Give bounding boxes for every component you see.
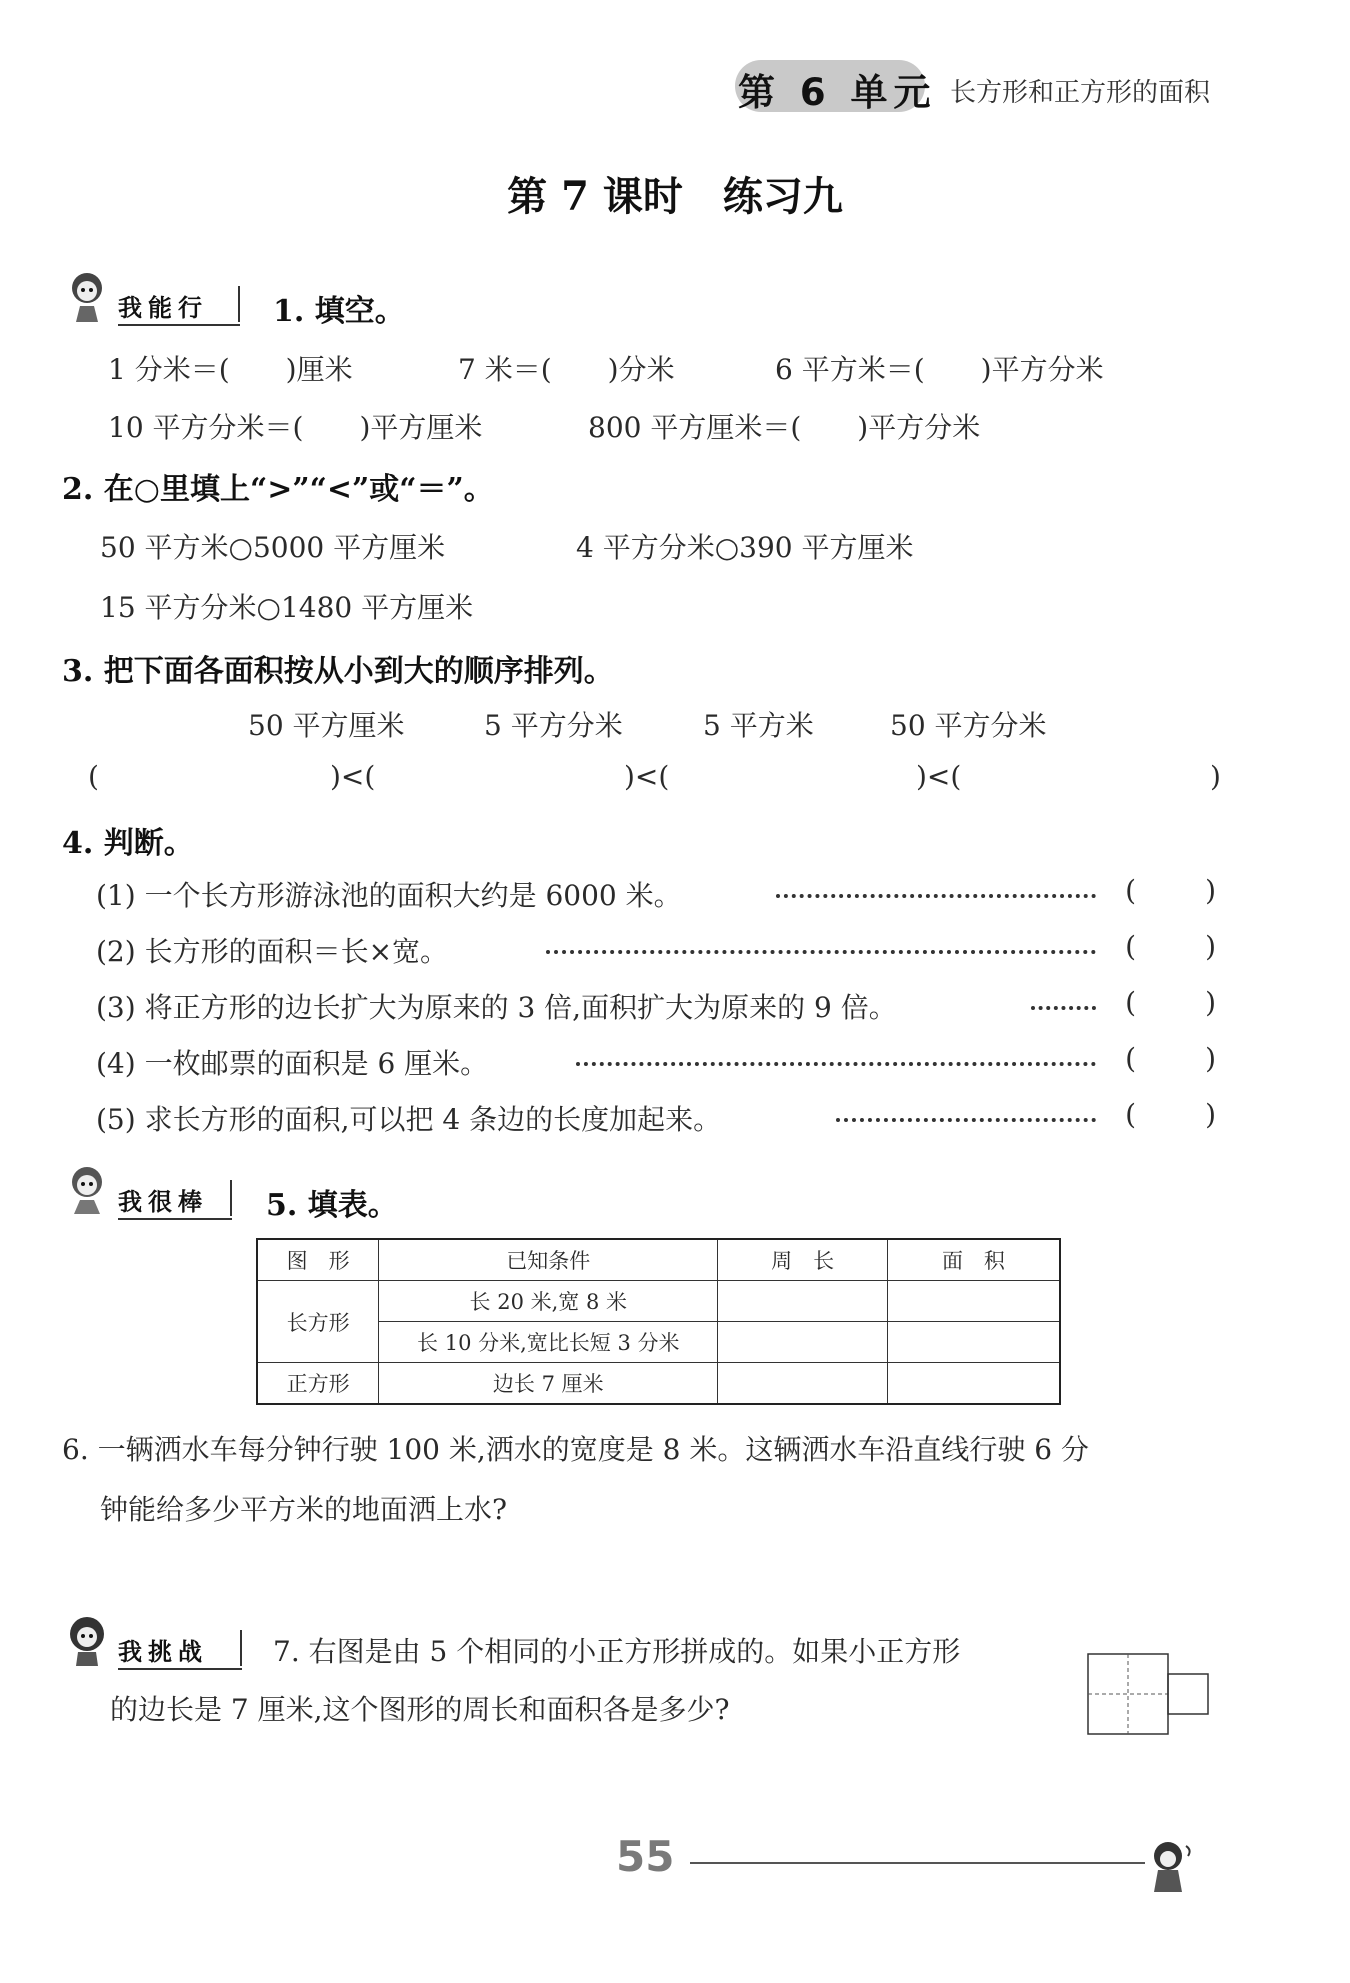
q3-item: 5 平方分米 <box>484 709 623 742</box>
lesson-title: 第 7 课时 练习九 <box>507 173 843 220</box>
unit-subtitle: 长方形和正方形的面积 <box>950 78 1211 108</box>
table-cell-area[interactable] <box>887 1363 1060 1405</box>
boy-mascot-icon <box>62 1612 112 1668</box>
judgment-row: (2) 长方形的面积＝长×宽。 ( ) <box>96 930 1216 968</box>
answer-blank[interactable]: ( <box>1125 874 1136 907</box>
q2-title: 2. 在○里填上“>”“<”或“＝”。 <box>62 472 494 507</box>
q3-blank: )<( <box>916 760 962 793</box>
q1-item: 10 平方分米＝( )平方厘米 <box>108 411 483 444</box>
q2-item: 50 平方米○5000 平方厘米 <box>100 531 446 564</box>
badge-label: 我挑战 <box>118 1638 208 1666</box>
answer-blank[interactable]: ( <box>1125 1042 1136 1075</box>
table-cell-perimeter[interactable] <box>718 1363 888 1405</box>
judgment-row: (3) 将正方形的边长扩大为原来的 3 倍,面积扩大为原来的 9 倍。 ( ) <box>96 986 1216 1024</box>
table-cell-condition: 长 10 分米,宽比长短 3 分米 <box>379 1322 718 1363</box>
q7-line2: 的边长是 7 厘米,这个图形的周长和面积各是多少? <box>110 1693 730 1726</box>
q2-item: 15 平方分米○1480 平方厘米 <box>100 591 474 624</box>
q3-blank: ( <box>88 760 99 793</box>
answer-blank[interactable]: ( <box>1125 986 1136 1019</box>
q3-blank: )<( <box>624 760 670 793</box>
table-cell-area[interactable] <box>887 1281 1060 1322</box>
table-header: 面 积 <box>887 1239 1060 1281</box>
q2-item: 4 平方分米○390 平方厘米 <box>576 531 914 564</box>
q3-blank: )<( <box>330 760 376 793</box>
table-cell-condition: 边长 7 厘米 <box>379 1363 718 1405</box>
page-number: 55 <box>616 1832 675 1881</box>
table-cell-condition: 长 20 米,宽 8 米 <box>379 1281 718 1322</box>
girl-mascot-icon <box>62 268 112 324</box>
q6-line2: 钟能给多少平方米的地面洒上水? <box>100 1493 508 1526</box>
table-header: 周 长 <box>718 1239 888 1281</box>
badge-label: 我能行 <box>118 294 208 322</box>
girl-mascot-icon <box>62 1162 112 1218</box>
table-cell-perimeter[interactable] <box>718 1322 888 1363</box>
q1-title: 1. 填空。 <box>273 294 405 329</box>
q1-item: 1 分米＝( )厘米 <box>108 353 353 386</box>
q1-item: 7 米＝( )分米 <box>458 353 675 386</box>
q1-item: 6 平方米＝( )平方分米 <box>775 353 1104 386</box>
q3-item: 5 平方米 <box>703 709 814 742</box>
badge-challenge <box>62 1626 242 1670</box>
badge-label: 我很棒 <box>118 1188 208 1216</box>
table-cell-shape: 正方形 <box>257 1363 379 1405</box>
judgment-row: (5) 求长方形的面积,可以把 4 条边的长度加起来。 ( ) <box>96 1098 1216 1136</box>
q7-line1: 7. 右图是由 5 个相同的小正方形拼成的。如果小正方形 <box>273 1635 961 1668</box>
judgment-row: (4) 一枚邮票的面积是 6 厘米。 ( ) <box>96 1042 1216 1080</box>
table-header: 图 形 <box>257 1239 379 1281</box>
badge-very-good <box>62 1176 232 1220</box>
q6-line1: 6. 一辆洒水车每分钟行驶 100 米,洒水的宽度是 8 米。这辆洒水车沿直线行驶 6 分 <box>62 1433 1089 1466</box>
answer-blank[interactable]: ( <box>1125 930 1136 963</box>
q3-item: 50 平方厘米 <box>248 709 405 742</box>
footer-rule <box>690 1862 1145 1864</box>
table-cell-perimeter[interactable] <box>718 1281 888 1322</box>
table-cell-shape: 长方形 <box>257 1281 379 1363</box>
q3-title: 3. 把下面各面积按从小到大的顺序排列。 <box>62 654 614 689</box>
fill-in-table <box>256 1238 1061 1405</box>
table-header: 已知条件 <box>379 1239 718 1281</box>
q3-item: 50 平方分米 <box>890 709 1047 742</box>
q3-blank: ) <box>1210 760 1221 793</box>
boy-mascot-icon <box>1140 1836 1200 1896</box>
answer-blank[interactable]: ( <box>1125 1098 1136 1131</box>
five-squares-figure <box>1086 1652 1214 1738</box>
q5-title: 5. 填表。 <box>266 1188 398 1223</box>
badge-can-do <box>62 282 240 326</box>
unit-title: 第 6 单元 <box>738 71 937 114</box>
table-cell-area[interactable] <box>887 1322 1060 1363</box>
judgment-row: (1) 一个长方形游泳池的面积大约是 6000 米。 ( ) <box>96 874 1216 912</box>
q1-item: 800 平方厘米＝( )平方分米 <box>588 411 981 444</box>
q4-title: 4. 判断。 <box>62 826 194 861</box>
